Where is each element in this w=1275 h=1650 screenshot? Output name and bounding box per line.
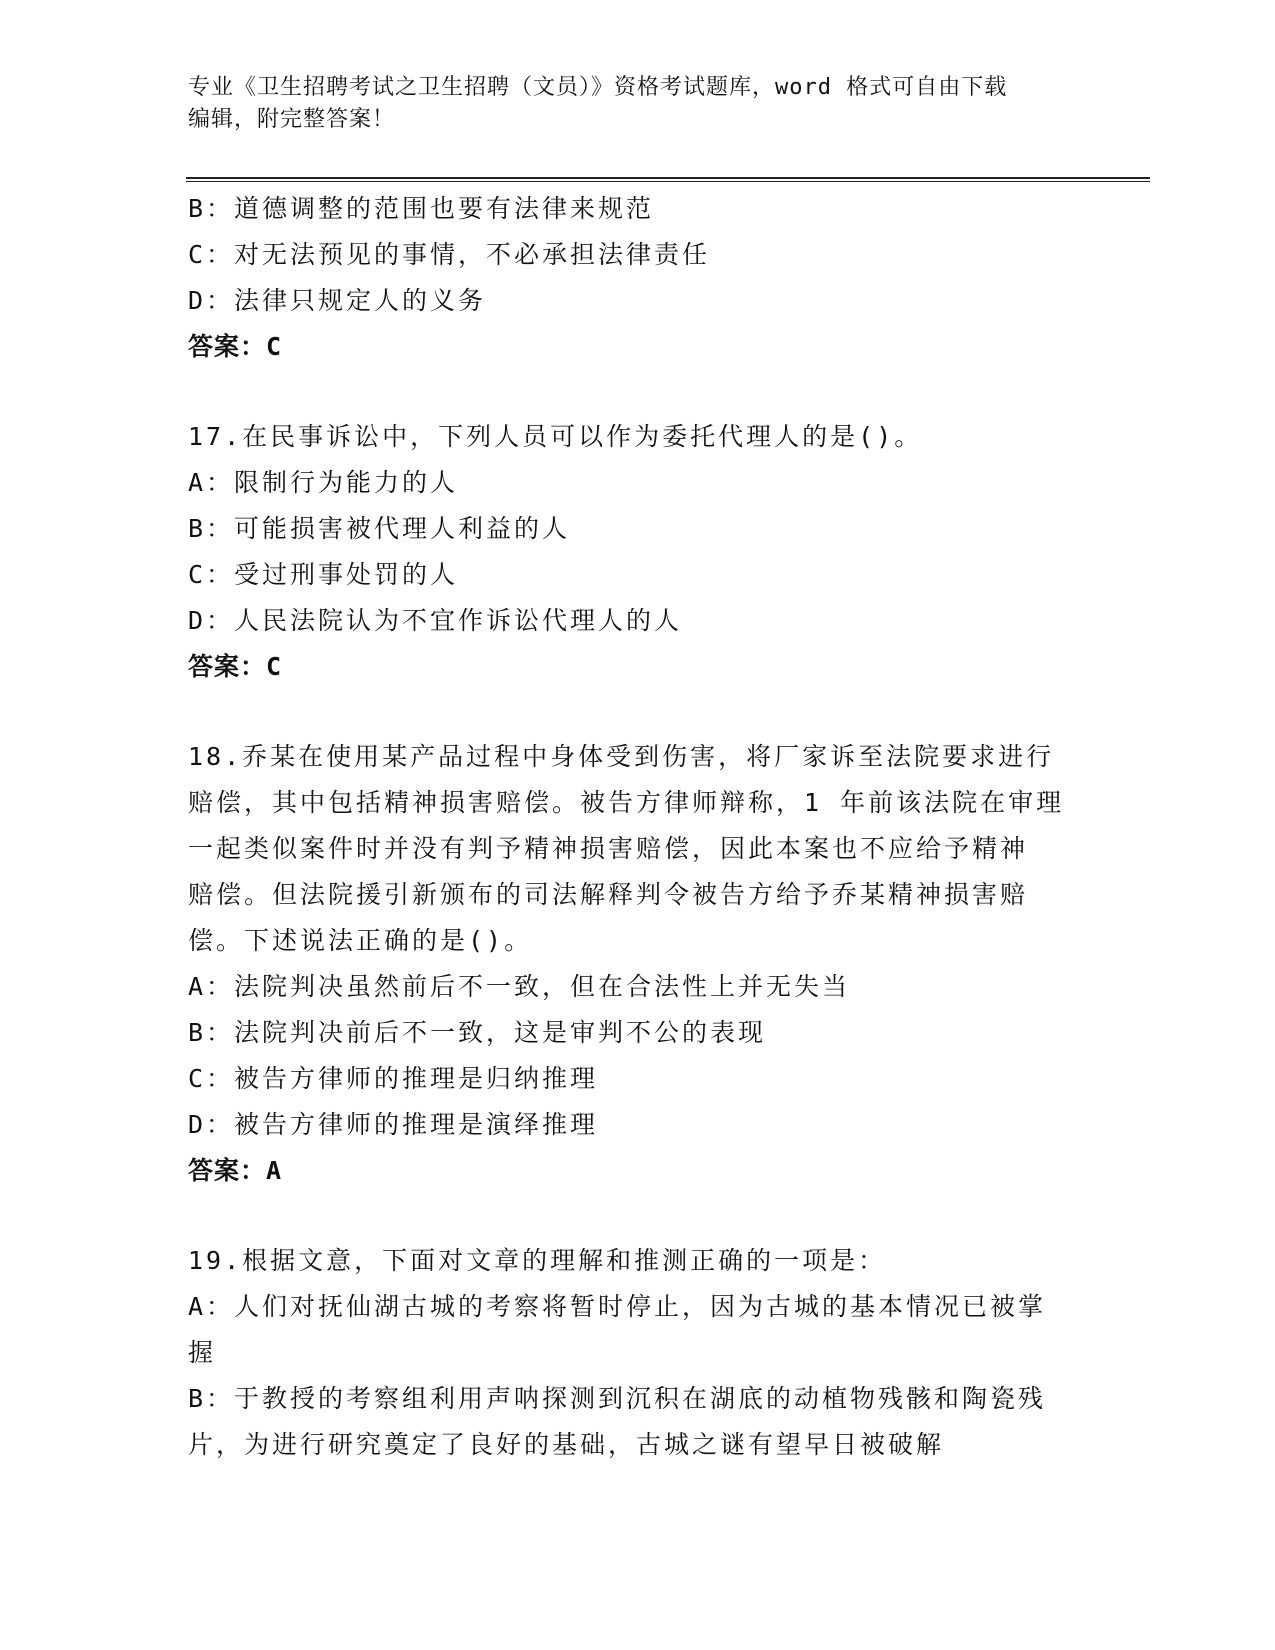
q18-answer: 答案：A xyxy=(188,1156,283,1185)
spacer xyxy=(188,1194,1088,1238)
q18-option-d: D：被告方律师的推理是演绎推理 xyxy=(188,1110,599,1139)
q19-option-a-line: A：人们对抚仙湖古城的考察将暂时停止，因为古城的基本情况已被掌 xyxy=(188,1292,1047,1321)
q17-answer: 答案：C xyxy=(188,652,283,681)
q17-option-c: C：受过刑事处罚的人 xyxy=(188,560,459,589)
q17-option-b: B：可能损害被代理人利益的人 xyxy=(188,514,571,543)
q18-question-line: 偿。下述说法正确的是()。 xyxy=(188,926,533,955)
document-body xyxy=(188,186,1088,1468)
q16-option-c: C：对无法预见的事情，不必承担法律责任 xyxy=(188,240,711,269)
q19-option-b-line: 片，为进行研究奠定了良好的基础，古城之谜有望早日被破解 xyxy=(188,1430,945,1459)
q17-option-d: D：人民法院认为不宜作诉讼代理人的人 xyxy=(188,606,683,635)
q19-question: 19.根据文意，下面对文章的理解和推测正确的一项是： xyxy=(188,1246,887,1275)
header-line-1: 专业《卫生招聘考试之卫生招聘（文员）》资格考试题库，word 格式可自由下载 xyxy=(188,75,1008,100)
q18-question-line: 一起类似案件时并没有判予精神损害赔偿，因此本案也不应给予精神 xyxy=(188,834,1029,863)
question-17-block xyxy=(188,414,1088,690)
spacer xyxy=(188,370,1088,414)
q18-question-line: 赔偿，其中包括精神损害赔偿。被告方律师辩称，1 年前该法院在审理 xyxy=(188,788,1065,817)
q16-option-b: B：道德调整的范围也要有法律来规范 xyxy=(188,194,655,223)
spacer xyxy=(188,690,1088,734)
q19-option-b-line: B：于教授的考察组利用声呐探测到沉积在湖底的动植物残骸和陶瓷残 xyxy=(188,1384,1047,1413)
question-18-block xyxy=(188,734,1088,1194)
q18-option-b: B：法院判决前后不一致，这是审判不公的表现 xyxy=(188,1018,767,1047)
q18-question-line: 赔偿。但法院援引新颁布的司法解释判令被告方给予乔某精神损害赔 xyxy=(188,880,1029,909)
q18-option-c: C：被告方律师的推理是归纳推理 xyxy=(188,1064,599,1093)
q18-question-line: 18.乔某在使用某产品过程中身体受到伤害，将厂家诉至法院要求进行 xyxy=(188,742,1055,771)
q16-answer: 答案：C xyxy=(188,332,283,361)
q17-option-a: A：限制行为能力的人 xyxy=(188,468,459,497)
question-19-block xyxy=(188,1238,1088,1468)
document-header xyxy=(188,72,1088,136)
question-16-block xyxy=(188,186,1088,370)
q18-option-a: A：法院判决虽然前后不一致，但在合法性上并无失当 xyxy=(188,972,851,1001)
header-line-2: 编辑，附完整答案！ xyxy=(188,107,396,132)
q16-option-d: D：法律只规定人的义务 xyxy=(188,286,487,315)
q19-option-a-line: 握 xyxy=(188,1338,217,1367)
q17-question: 17.在民事诉讼中，下列人员可以作为委托代理人的是()。 xyxy=(188,422,923,451)
header-divider xyxy=(186,177,1150,182)
